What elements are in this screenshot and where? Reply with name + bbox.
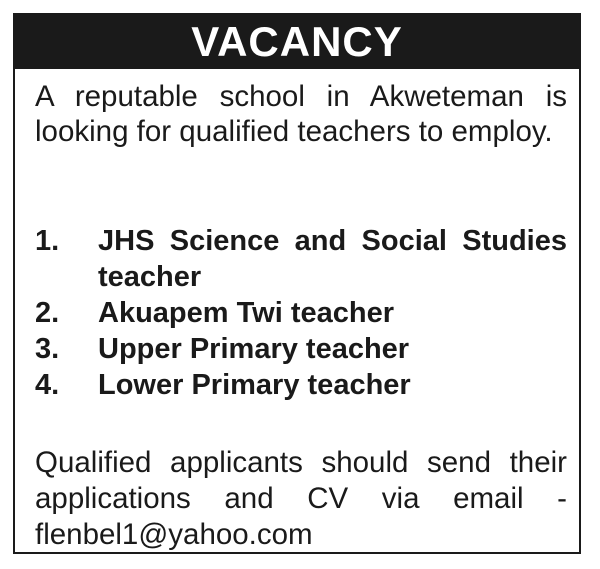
vacancy-advert <box>13 13 581 554</box>
intro-text: A reputable school in Akweteman is looking for qualified teachers to employ. <box>35 80 567 148</box>
position-title: Lower Primary teacher <box>98 369 411 401</box>
position-number: 1. <box>35 225 60 257</box>
position-title: Akuapem Twi teacher <box>98 297 395 329</box>
position-number: 3. <box>35 333 60 365</box>
position-item <box>35 295 567 331</box>
position-title: JHS Science and Social Studies teacher <box>98 225 567 293</box>
vacancy-heading: VACANCY <box>15 15 579 69</box>
position-number: 2. <box>35 297 60 329</box>
position-item <box>35 331 567 367</box>
position-item <box>35 367 567 403</box>
position-title: Upper Primary teacher <box>98 333 410 365</box>
positions-list <box>35 223 567 403</box>
position-item <box>35 223 567 295</box>
application-instructions: Qualified applicants should send their applications and CV via email - flenbel1@yahoo.com <box>35 446 567 551</box>
position-number: 4. <box>35 369 60 401</box>
